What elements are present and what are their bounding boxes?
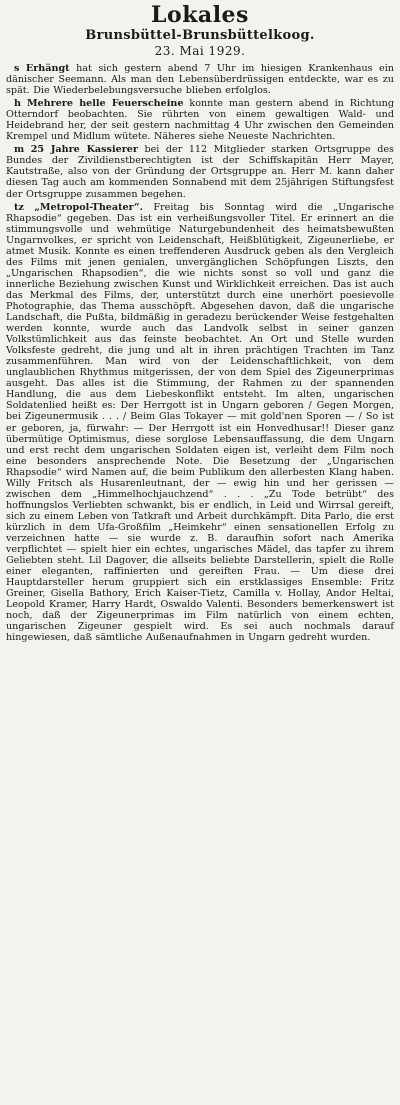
section-title: Lokales — [151, 2, 249, 28]
article-marker: tz — [14, 201, 24, 213]
issue-date: 23. Mai 1929. — [154, 44, 246, 58]
article-marker: m — [14, 144, 25, 156]
article-text: konnte man gestern abend in Richtung Otterndorf beobachten. Sie rührten von einem gewaltigen Wald- und Heidebrand her, der seit gestern nachmittag 4 Uhr zwischen den Gemeinden Krempel und Midlum wütete. Näheres siehe Neueste Nachrichten. — [6, 98, 394, 143]
article-lead: 25 Jahre Kassierer — [30, 144, 138, 156]
section-subtitle: Brunsbüttel-Brunsbüttelkoog. — [85, 28, 315, 43]
masthead — [6, 0, 394, 59]
article-lead: Mehrere helle Feuerscheine — [26, 98, 184, 110]
article-erhaengt — [6, 63, 394, 96]
article-marker: s — [14, 63, 20, 74]
article-lead: „Metropol-Theater“. — [34, 201, 143, 213]
article-lead: Erhängt — [25, 63, 70, 74]
article-text: hat sich gestern abend 7 Uhr im hiesigen Krankenhaus ein dänischer Seemann. Als man den Lebensüberdrüssigen entdeckte, war es zu spät. Die Wiederbelebungsversuche blieben erfolglos. — [6, 63, 394, 97]
article-metropol-theater — [6, 202, 394, 644]
article-marker: h — [14, 98, 21, 110]
article-kassierer — [6, 144, 394, 199]
article-feuerscheine — [6, 98, 394, 142]
article-text: bei der 112 Mitglieder starken Ortsgruppe des Bundes der Zivildienstberechtigten ist der Schiffskapitän Herr Mayer, Kautstraße, also von der Gründung der Ortsgruppe an. Herr M. kann daher diesen Tag auch am kommenden Sonnabend mit dem 25jährigen Stiftungsfest der Ortsgruppe zusammen begehen. — [6, 144, 394, 200]
article-text: Freitag bis Sonntag wird die „Ungarische Rhapsodie“ gegeben. Das ist ein verheißungsvoller Titel. Er erinnert an die stimmungsvolle und wehmütige Naturgebundenheit des heimatsbewußten Ungarnvolkes, er spricht von Leidenschaft, Heißblütigkeit, Zigeunerliebe, er atmet Musik. Konnte es einen treffenderen Ausdruck geben als den Vergleich des Films mit jenen genialen, unvergänglichen Schöpfungen Liszts, den „Ungarischen Rhapsodien“, die wie nichts sonst so voll und ganz die innerliche Beziehung zwischen Kunst und Wirklichkeit erreichen. Das ist auch das Merkmal des Films, der, unterstützt durch eine unerhört poesievolle Photographie, das Thema ausschöpft. Abgesehen davon, daß die ungarische Landschaft, die Pußta, bildmäßig in geradezu berückender Weise festgehalten werden konnte, wurde auch das Landvolk selbst in seiner ganzen Volkstümlichkeit aus das feinste beobachtet. An Ort und Stelle wurden Volksfeste gedreht, die jung und alt in ihren prächtigen Trachten im Tanz zusammenführen. Man wird von der Leidenschaftlichkeit, von dem unglaublichen Rhythmus mitgerissen, der von dem Spiel des Zigeunerprimas ausgeht. Das alles ist die Stimmung, der Rahmen zu der spannenden Handlung, die aus dem Liebeskonflikt entsteht. Im alten, ungarischen Soldatenlied heißt es: Der Herrgott ist in Ungarn geboren / Gegen Morgen, bei Zigeunermusik . . . / Beim Glas Tokayer — mit gold'nen Sporen — / So ist er geboren, ja, fürwahr: — Der Herrgott ist ein Honvedhusar!! Dieser ganz übermütige Optimismus, diese sorglose Lebensauffassung, die dem Ungarn und erst recht dem ungarischen Soldaten eigen ist, verleiht dem Film noch eine besonders ansprechende Note. Die Besetzung der „Ungarischen Rhapsodie“ wird Namen auf, die beim Publikum den allerbesten Klang haben. Willy Fritsch als Husarenleutnant, der — ewig hin und her gerissen — zwischen dem „Himmelhochjauchzend“ . . . „Zu Tode betrübt“ des hoffnungslos Verliebten schwankt, bis er endlich, in Leid und Wirrsal gereift, sich zu einem Leben von Tatkraft und Arbeit durchkämpft. Dita Parlo, die erst kürzlich in dem Ufa-Großfilm „Heimkehr“ einen sensationellen Erfolg zu verzeichnen hatte — sie wurde z. B. daraufhin sofort nach Amerika verpflichtet — spielt hier ein echtes, ungarisches Mädel, das tapfer zu ihrem Geliebten steht. Lil Dagover, die allseits beliebte Darstellerin, spielt die Rolle einer eleganten, raffinierten und gereiften Frau. — Um diese drei Hauptdarsteller herum gruppiert sich ein erstklassiges Ensemble: Fritz Greiner, Gisella Bathory, Erich Kaiser-Tietz, Camilla v. Hollay, Andor Heltai, Leopold Kramer, Harry Hardt, Oswaldo Valenti. Besonders bemerkenswert ist noch, daß der Zigeunerprimas im Film natürlich von einem echten, ungarischen Zigeuner gespielt wird. Es sei auch nochmals darauf hingewiesen, daß sämtliche Außenaufnahmen in Ungarn gedreht wurden. — [6, 201, 394, 644]
